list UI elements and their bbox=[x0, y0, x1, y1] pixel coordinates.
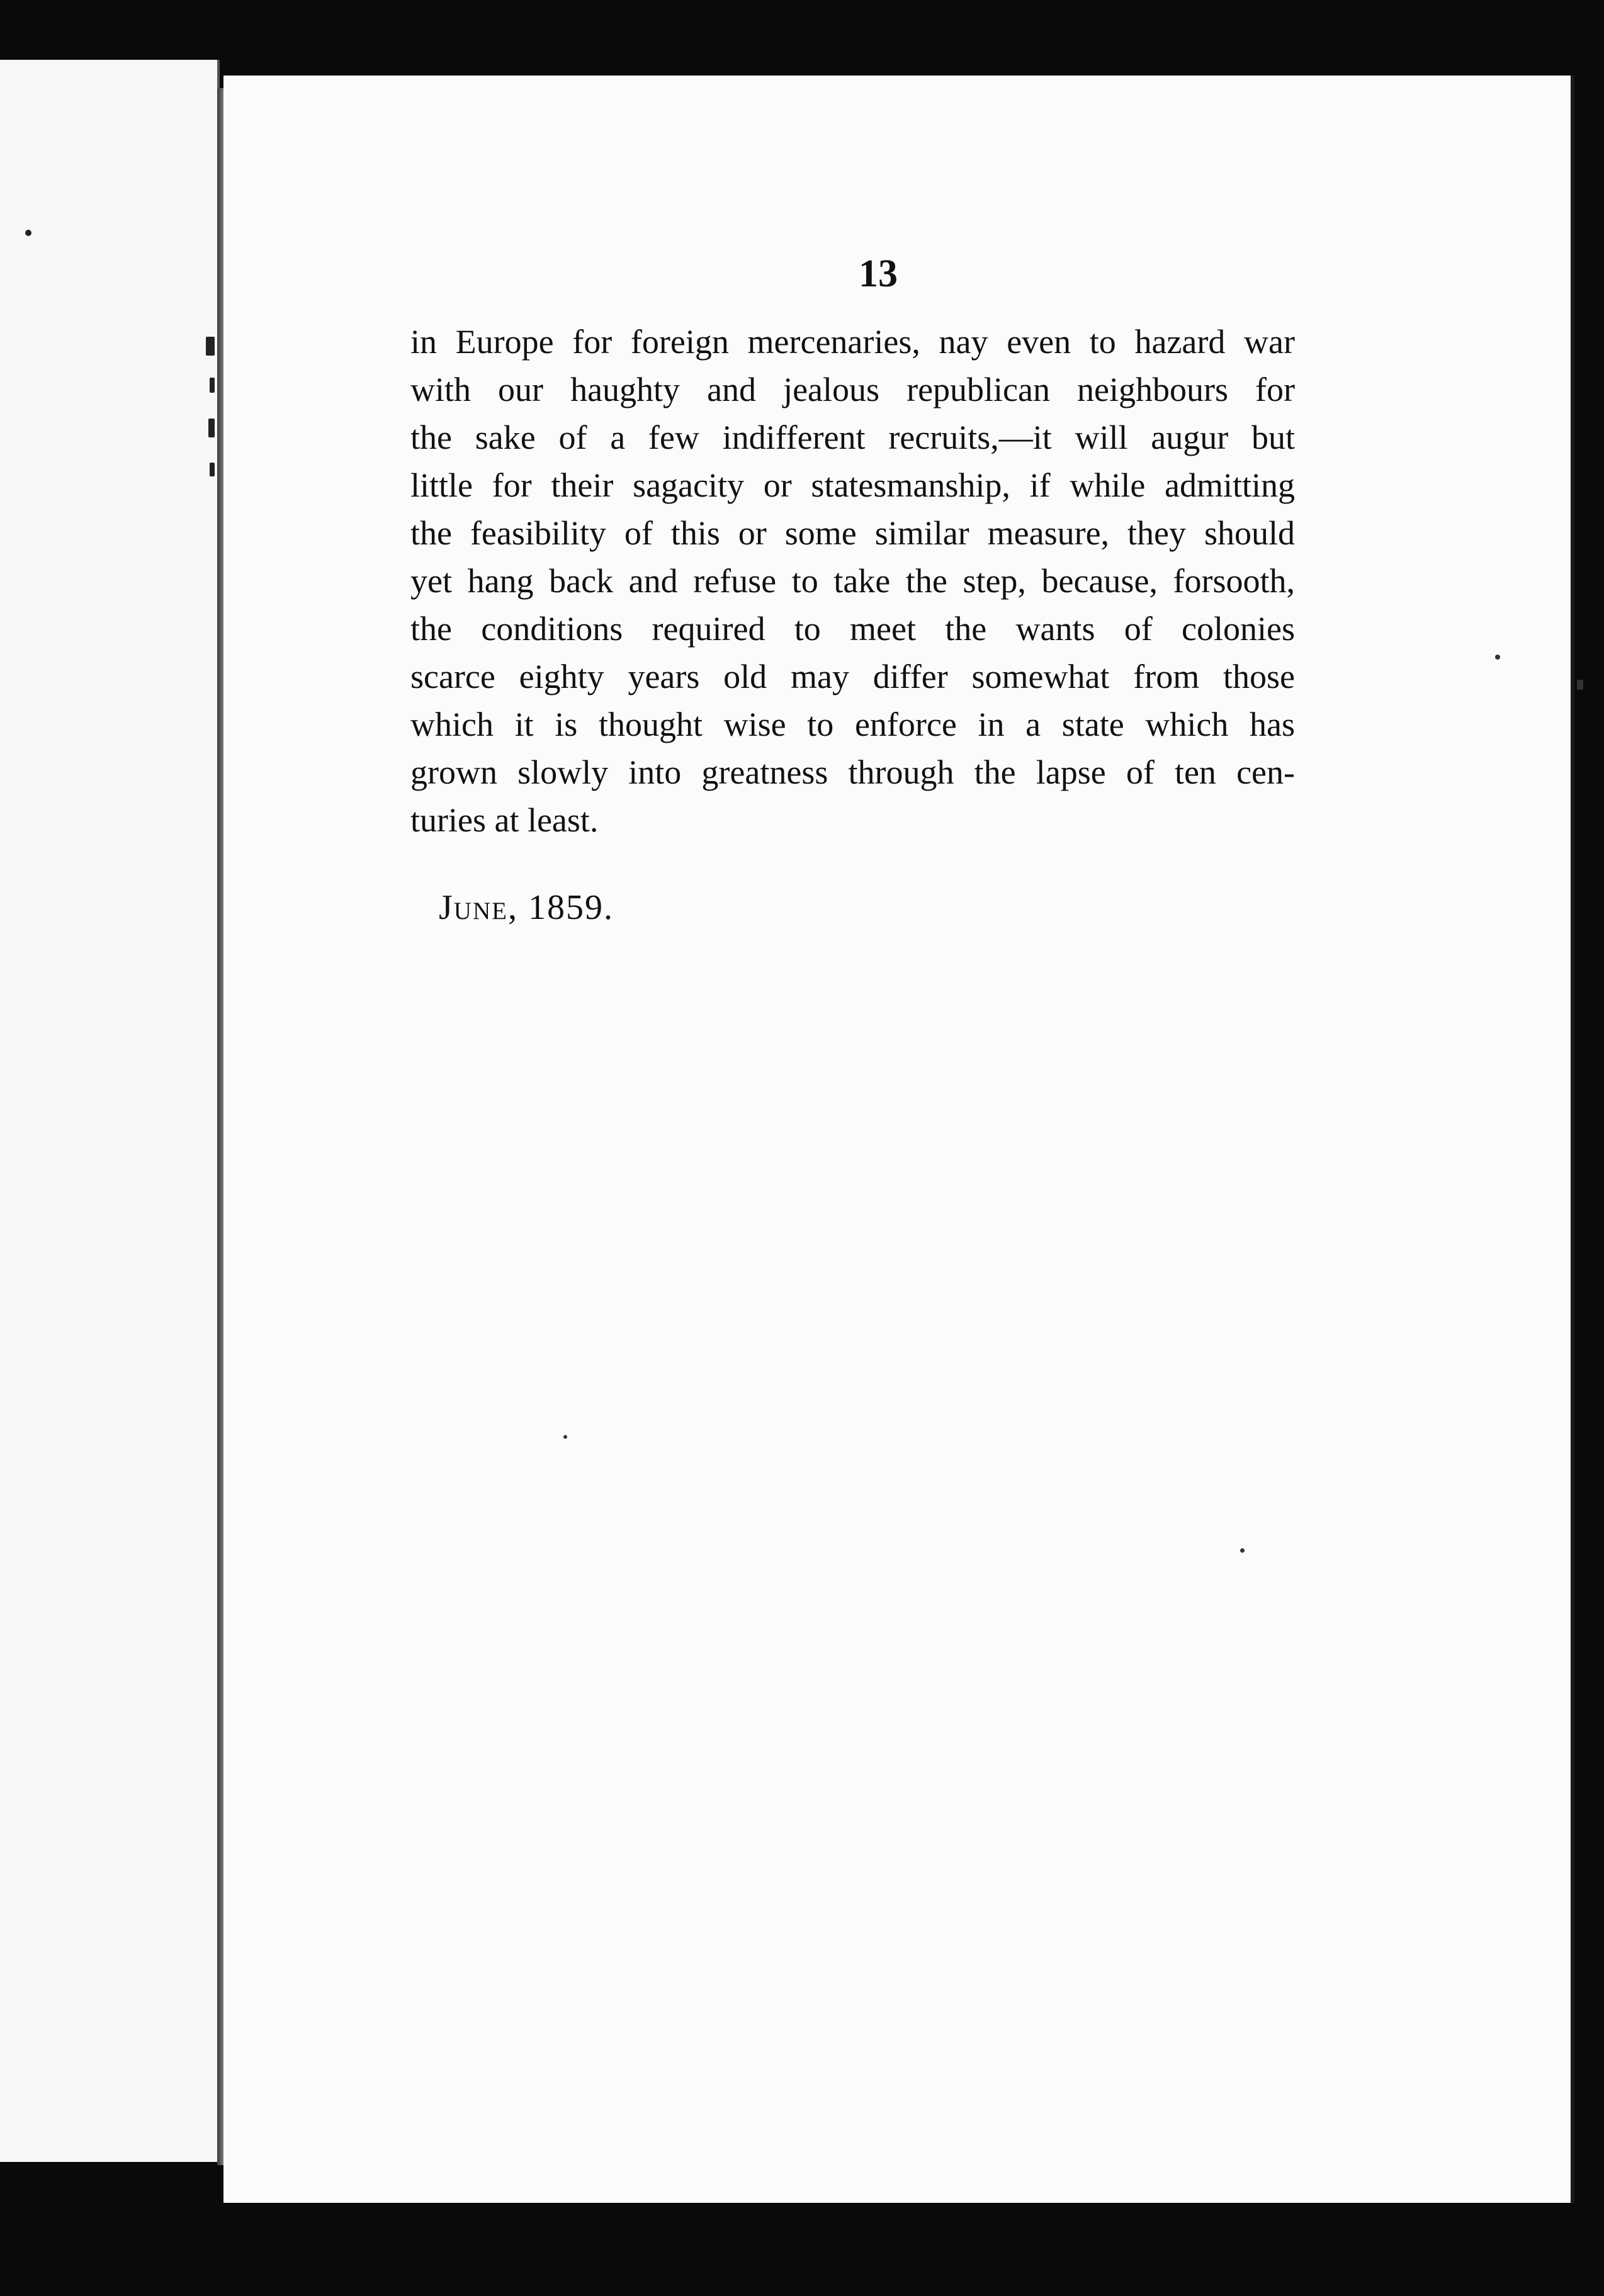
text-line: little for their sagacity or statesmanship, if while admitting bbox=[410, 466, 1295, 504]
text-fragment-mark bbox=[208, 419, 215, 437]
ink-speck bbox=[1495, 655, 1500, 660]
body-text bbox=[410, 318, 1295, 844]
text-line: in Europe for foreign mercenaries, nay even to hazard war bbox=[410, 323, 1295, 361]
ink-speck bbox=[1240, 1548, 1245, 1553]
text-line: turies at least. bbox=[410, 801, 599, 839]
text-fragment-mark bbox=[210, 463, 215, 476]
text-line: the feasibility of this or some similar measure, they should bbox=[410, 514, 1295, 552]
date-text: June, 1859. bbox=[439, 888, 614, 927]
text-line: with our haughty and jealous republican neighbours for bbox=[410, 371, 1295, 408]
ink-speck bbox=[1577, 680, 1583, 690]
facing-page-edge bbox=[0, 60, 220, 2162]
text-fragment-mark bbox=[210, 378, 215, 393]
book-page bbox=[223, 76, 1574, 2203]
text-line: scarce eighty years old may differ somewhat from those bbox=[410, 658, 1295, 695]
text-line: grown slowly into greatness through the lapse of ten cen- bbox=[410, 753, 1295, 791]
text-fragment-mark bbox=[206, 337, 215, 356]
ink-speck bbox=[25, 230, 31, 236]
date-line bbox=[439, 887, 614, 928]
text-line: the sake of a few indifferent recruits,—it will augur but bbox=[410, 419, 1295, 456]
text-line: which it is thought wise to enforce in a state which has bbox=[410, 706, 1295, 743]
page-number: 13 bbox=[859, 252, 898, 295]
text-line: the conditions required to meet the wants of colonies bbox=[410, 610, 1295, 648]
text-line: yet hang back and refuse to take the step, because, forsooth, bbox=[410, 562, 1295, 600]
book-gutter bbox=[217, 88, 223, 2165]
ink-speck bbox=[563, 1435, 567, 1439]
